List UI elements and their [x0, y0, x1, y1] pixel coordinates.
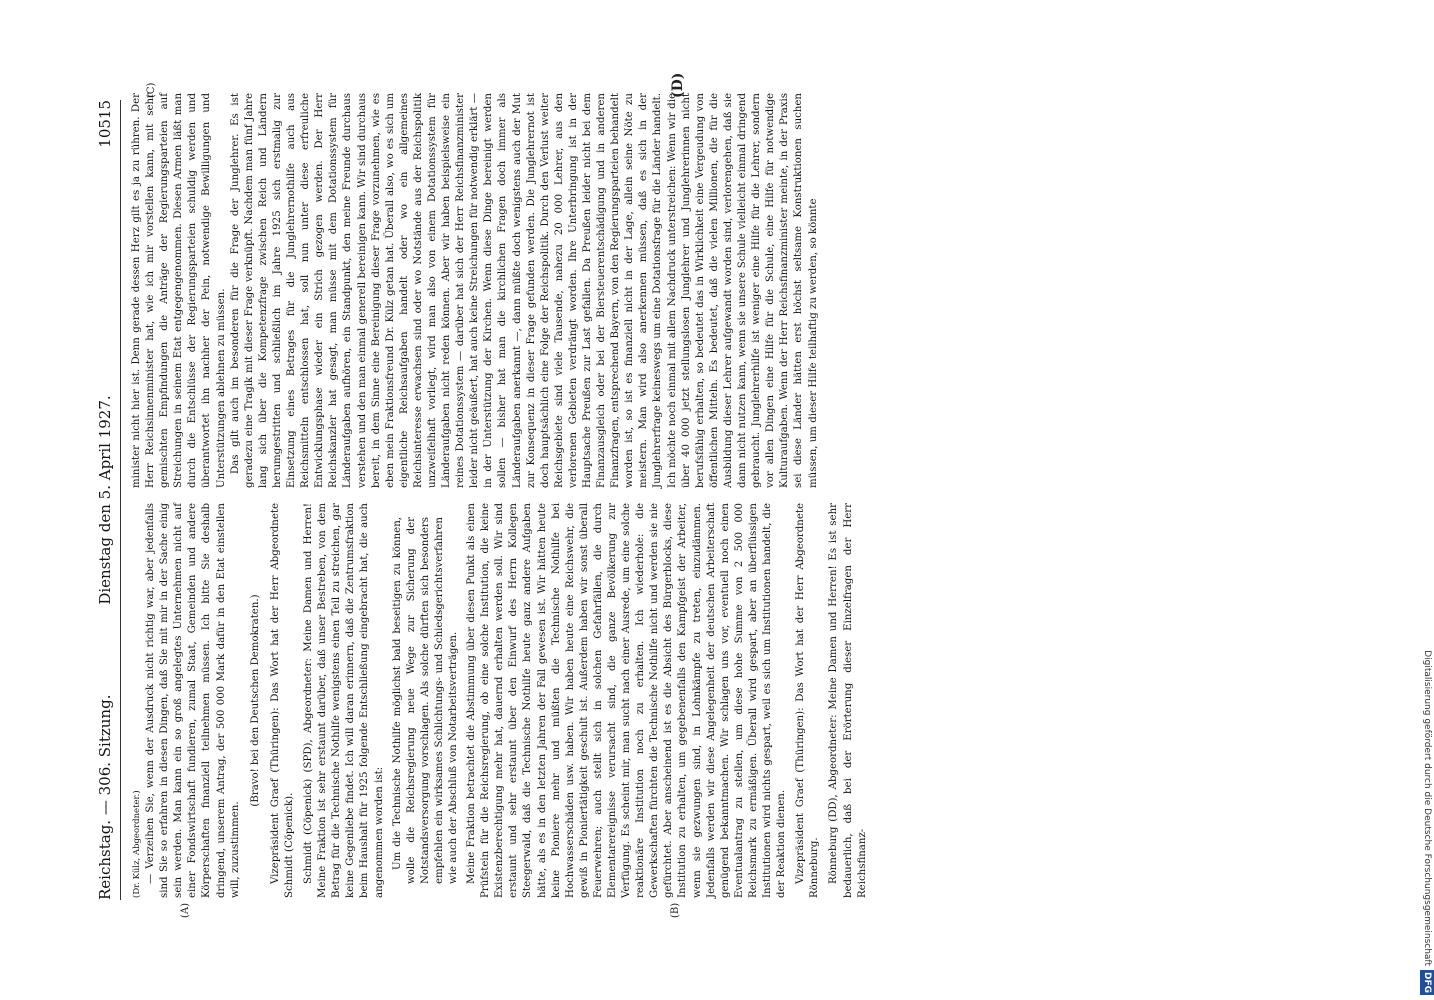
- margin-letter-b: (B): [670, 902, 681, 918]
- header-session: Reichstag. — 306. Sitzung.: [96, 694, 114, 900]
- chair-remark: Vizepräsident Graef (Thüringen): Das Wort hat der Herr Abgeordnete Rönneburg.: [795, 503, 821, 898]
- paragraph: — Verzeihen Sie, wenn der Ausdruck nicht richtig war, aber jedenfalls sind Sie so erfahren in diesen Dingen, daß Sie mit mir in der Sache einig sein werden. Man kann ein so groß angelegtes Unternehmen nicht auf einer Fondswirtschaft fundieren, zumal Staat, Gemeinden und andere Körperschaften finanziell teilnehmen müssen. Ich bitte Sie deshalb dringend, unserem Antrag, der 500 000 Mark dafür in den Etat einstellen will, zuzustimmen.: [145, 503, 241, 898]
- chair-remark: Vizepräsident Graef (Thüringen): Das Wort hat der Herr Abgeordnete Schmidt (Cöpenick).: [269, 503, 295, 898]
- rotated-page: [80, 72, 1410, 920]
- paragraph: minister nicht hier ist. Denn gerade dessen Herz gilt es ja zu rühren. Der Herr Reichsinnenminister hat, wie ich mir vorstellen kann, mit sehr gemischten Empfindungen die Anträge der Regierungsparteien auf Streichungen in seinem Etat entgegengenommen. Diesen Armen läßt man durch die Entschlüsse der Regierungsparteien schuldig werden und überantwortet ihn nachher der Pein, notwendige Bewilligungen und Unterstützungen ablehnen zu müssen.: [131, 93, 227, 488]
- paragraph: Schmidt (Cöpenick) (SPD), Abgeordneter: Meine Damen und Herren! Meine Fraktion ist sehr erstaunt darüber, daß unser Bestreben, von dem Betrag für die Technische Nothilfe wenigstens einen Teil zu streichen, gar keine Gegenliebe findet. Ich will daran erinnern, daß die Zentrumsfraktion beim Haushalt für 1925 folgende Entschließung eingebracht hat, die auch angenommen worden ist:: [303, 503, 385, 898]
- margin-letter-a: (A): [180, 902, 191, 918]
- funding-notice: [1420, 10, 1434, 995]
- funding-text: Digitalisierung gefördert durch die Deutsche Forschungsgemeinschaft: [1422, 650, 1432, 966]
- page-number: 10515: [96, 100, 114, 148]
- right-column: [130, 93, 821, 488]
- speaker-continuation: (Dr. Külz, Abgeordneter.): [132, 790, 142, 898]
- page-header: [96, 100, 121, 900]
- dfg-sidebar: [1420, 10, 1434, 995]
- paragraph: Das gilt auch im besonderen für die Frage der Junglehrer. Es ist geradezu eine Tragik mit dieser Frage verknüpft. Nachdem man fünf Jahre lang sich über die Kompetenzfrage zwischen Reich und Ländern herumgestritten und schließlich im Jahre 1925 sich erstmalig zur Einsetzung eines Betrages für die Junglehrernothilfe auch aus Reichsmitteln entschlossen hat, soll nun unter diese erfreuliche Entwicklungsphase wieder ein Strich gezogen werden. Der Herr Reichskanzler hat gesagt, man müsse mit dem Dotationssystem für Länderaufgaben aufhören, ein Standpunkt, den meine Freunde durchaus verstehen und den man einmal generell bereinigen kann. Wir sind durchaus bereit, in dem Sinne eine Bereinigung dieser Frage vorzunehmen, wie es eben mein Fraktionsfreund Dr. Külz getan hat. Überall also, wo es sich um eigentliche Reichsaufgaben handelt oder wo ein allgemeines Reichsinteresse erwachsen sind oder wo Notstände aus der Reichspolitik unzweifelhaft vorliegt, wird man also von einem Dotationssystem für Länderaufgaben nicht reden können. Aber wir haben beispielsweise ein reines Dotationssystem — darüber hat sich der Herr Reichsfinanzminister leider nicht geäußert, hat auch keine Streichungen für notwendig erklärt — in der Unterstützung der Kirchen. Wenn diese Dinge bereinigt werden sollen — bisher hat man die kirchlichen Fragen doch immer als Länderaufgaben anerkannt —, dann müßte doch wenigstens auch der Mut zur Konsequenz in dieser Frage gefunden werden. Die Junglehrernot ist doch hauptsächlich eine Folge der Reichspolitik. Durch den Verlust weiter Reichsgebiete sind viele Tausende, nahezu 20 000 Lehrer, aus den verlorenen Gebieten verdrängt worden. Ihre Unterbringung ist in der Hauptsache Preußen zur Last gefallen. Da Preußen leider nicht bei dem Finanzausgleich oder bei der Biersteuerentschädigung und in anderen Finanzfragen, entsprechend Bayern, von den Regierungsparteien behandelt worden ist, so ist es finanziell nicht in der Lage, allein seine Nöte zu meistern. Man wird also anerkennen müssen, daß es sich in der Junglehrerfrage keineswegs um eine Dotationsfrage für die Länder handelt. Ich möchte noch einmal mit allem Nachdruck unterstreichen: Wenn wir die über 40 000 jetzt stellungslosen Junglehrer und Junglehrerinnen nicht berufsfähig erhalten, so bedeutet das in Wirklichkeit eine Vergeudung von öffentlichen Mitteln. Es bedeutet, daß die vielen Millionen, die für die Ausbildung dieser Lehrer aufgewandt worden sind, verlorengehen, daß sie dann nicht nutzen kann, wenn sie unsere Schule vielleicht einmal dringend gebraucht. Junglehrerhilfe ist weniger eine Hilfe für die Lehrer, sondern vor allen Dingen eine Hilfe für die Schule, eine Hilfe für notwendige Kulturaufgaben. Wenn der Herr Reichsfinanzminister meinte, in der Praxis sei diese Länder hätten erst höchst seltsame Konstruktionen suchen müssen, um dieser Hilfe teilhaftig zu werden, so könnte: [229, 93, 819, 488]
- quoted-resolution: Um die Technische Nothilfe möglichst bald beseitigen zu können, wolle die Reichsregierung neue Wege zur Sicherung der Notstandsversorgung vorschlagen. Als solche dürften sich besonders empfehlen ein wirksames Schlichtungs- und Schiedsgerichtsverfahren wie auch der Abschluß von Notarbeitsverträgen.: [391, 517, 459, 884]
- margin-letter-c: (C): [146, 82, 157, 98]
- dfg-logo: DFG: [1422, 971, 1432, 993]
- left-column: [130, 503, 870, 898]
- paragraph: Meine Fraktion betrachtet die Abstimmung über diesen Punkt als einen Prüfstein für die Reichsregierung, ob eine solche Institution, die keine Existenzberechtigung mehr hat, dauernd erhalten werden soll. Wir sind erstaunt und sehr erstaunt über den Einwurf des Herrn Kollegen Steegerwald, daß die Technische Nothilfe heute ganz andere Aufgaben hätte, als es in den letzten Jahren der Fall gewesen ist. Wir hätten heute keine Pioniere mehr und müßten die Technische Nothilfe bei Hochwasserschäden usw. haben. Wir haben heute eine Reichswehr, die gewiß in Pioniertätigkeit geschult ist. Außerdem haben wir sonst überall Feuerwehren; auch stellt sich in solchen Gefahrfällen, die durch Elementarereignisse verursacht sind, die ganze Bevölkerung zur Verfügung. Es scheint mir, man sucht nach einer Ausrede, um eine solche reaktionäre Institution noch zu erhalten. Ich wiederhole: die Gewerkschaften fürchten die Technische Nothilfe nicht und werden sie nie gefürchtet. Aber anscheinend ist es die Absicht des Bürgerblocks, diese Institution zu erhalten, um gegebenenfalls den Kampfgeist der Arbeiter, wenn sie gezwungen sind, in Lohnkämpfe zu treten, einzudämmen. Jedenfalls werden wir diese Angelegenheit der deutschen Arbeiterschaft genügend bekanntmachen. Wir schlagen uns vor, eventuell noch einen Eventualantrag zu stellen, um diese hohe Summe von 2 500 000 Reichsmark zu ermäßigen. Überall wird gespart, aber an überflüssigen Institutionen wird nichts gespart, weil es sich um Institutionen handelt, die der Reaktion dienen.: [466, 503, 788, 898]
- margin-letter-d: (D): [670, 72, 686, 98]
- applause-note: (Bravo! bei den Deutschen Demokraten.): [249, 594, 261, 807]
- header-date: Dienstag den 5. April 1927.: [96, 395, 114, 605]
- paragraph: Rönneburg (DD), Abgeordneter: Meine Damen und Herren! Es ist sehr bedauerlich, daß bei der Erörterung dieser Einzelfragen der Herr Reichsfinanz-: [828, 503, 868, 898]
